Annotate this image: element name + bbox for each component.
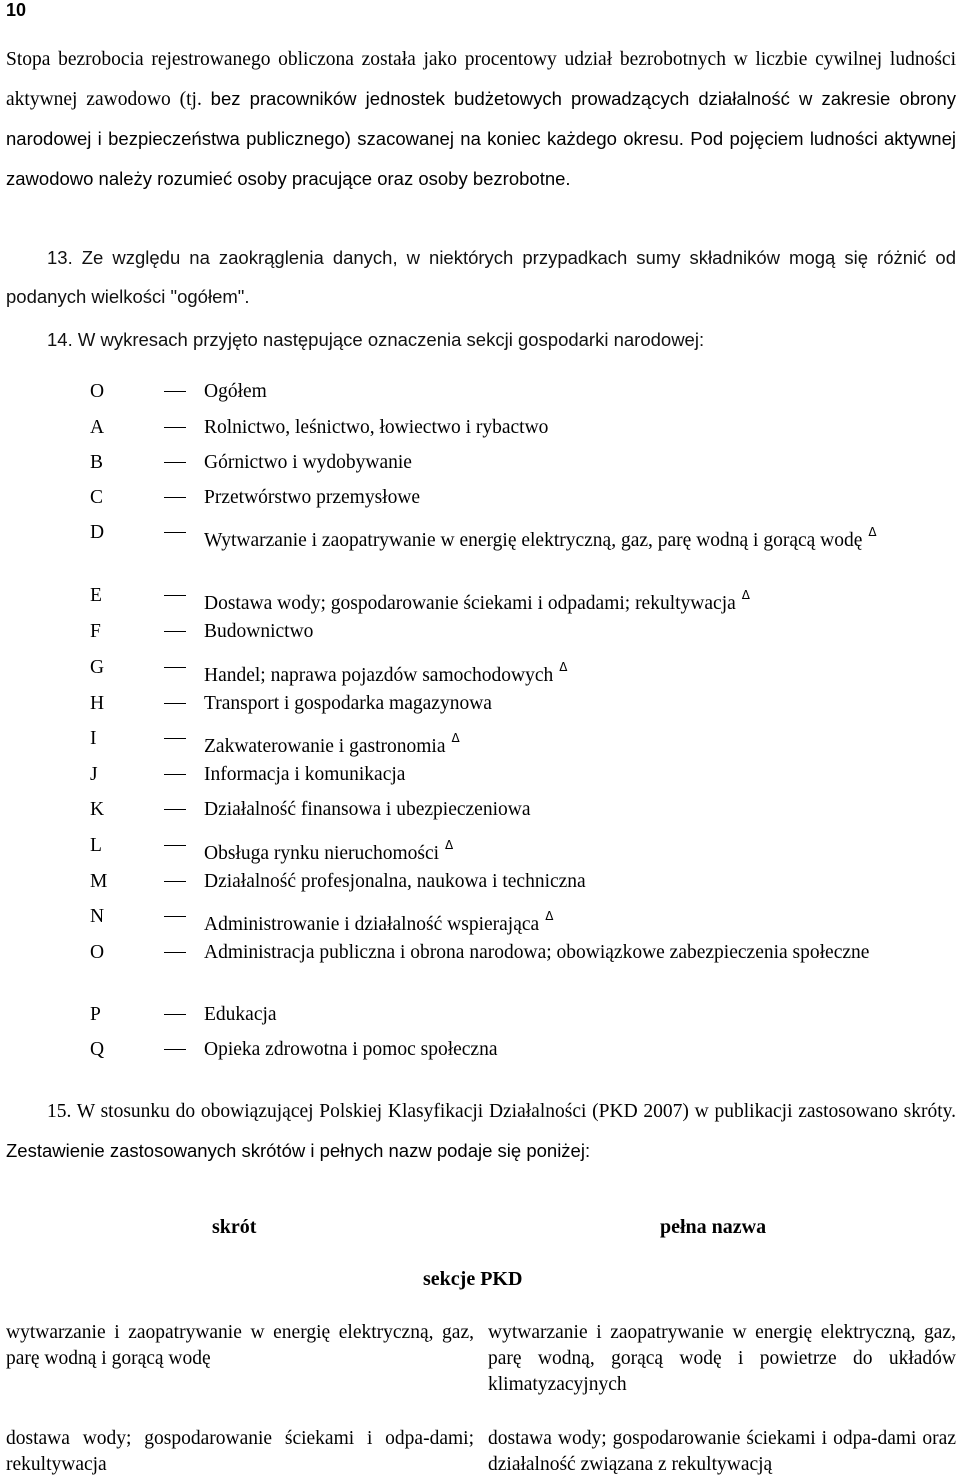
dash [164, 532, 186, 533]
section-name-text: Obsługa rynku nieruchomości [204, 843, 440, 864]
table-group-label: sekcje PKD [423, 1268, 523, 1290]
section-code: O [90, 381, 105, 402]
section-code: M [90, 871, 108, 892]
dash [164, 631, 186, 632]
section-name: Ogółem [204, 381, 267, 402]
paragraph-15-serif: 15. W stosunku do obowiązującej Polskiej Klasyfikacji Działalności (PKD 2007) w publikacji zastosowano skróty. [47, 1101, 956, 1122]
section-code: H [90, 693, 105, 714]
section-row [0, 414, 960, 449]
section-row [0, 582, 960, 618]
paragraph-15 [6, 1092, 956, 1171]
section-name: Budownictwo [204, 621, 314, 642]
section-row [0, 449, 960, 484]
dash [164, 738, 186, 739]
section-code: L [90, 835, 102, 856]
table-cell-full: wytwarzanie i zaopatrywanie w energię elektryczną, gaz, parę wodną, gorącą wodę i powietrze do układów klimatyzacyjnych [488, 1322, 956, 1395]
section-row [0, 519, 960, 582]
delta-icon: Δ [445, 838, 454, 852]
section-row [0, 690, 960, 725]
section-code: F [90, 621, 101, 642]
section-name: Informacja i komunikacja [204, 764, 406, 785]
dash [164, 497, 186, 498]
paragraph-15-sans: Zestawienie zastosowanych skrótów i pełnych nazw podaje się poniżej: [6, 1140, 591, 1161]
paragraph-12-serif: Stopa bezrobocia rejestrowanego obliczona została jako procentowy udział bezrobotnych w liczbie cywilnej ludności aktywnej zawodowo (tj. [6, 49, 956, 110]
section-name: Górnictwo i wydobywanie [204, 452, 412, 473]
section-code: I [90, 728, 97, 749]
section-row [0, 868, 960, 903]
section-name [204, 903, 948, 939]
dash [164, 881, 186, 882]
section-name: Działalność profesjonalna, naukowa i techniczna [204, 871, 586, 892]
section-row [0, 1036, 960, 1071]
section-code: E [90, 585, 102, 606]
section-code: D [90, 522, 105, 543]
section-row [0, 832, 960, 868]
section-code: P [90, 1004, 101, 1025]
section-row [0, 378, 960, 414]
dash [164, 952, 186, 953]
dash [164, 1014, 186, 1015]
delta-icon: Δ [868, 525, 877, 539]
section-name: Administracja publiczna i obrona narodowa; obowiązkowe zabezpieczenia społeczne [204, 942, 870, 963]
section-name-text: Handel; naprawa pojazdów samochodowych [204, 665, 554, 686]
dash [164, 462, 186, 463]
dash [164, 391, 186, 392]
table-header-short: skrót [212, 1216, 257, 1238]
dash [164, 845, 186, 846]
section-name: Przetwórstwo przemysłowe [204, 487, 421, 508]
section-row [0, 761, 960, 796]
delta-icon: Δ [545, 909, 554, 923]
section-name [204, 582, 948, 618]
dash [164, 667, 186, 668]
section-code: N [90, 906, 105, 927]
table-header-full: pełna nazwa [660, 1216, 767, 1238]
section-name-text: Wytwarzanie i zaopatrywanie w energię elektryczną, gaz, parę wodną i gorącą wodę [204, 530, 863, 551]
page-number: 10 [6, 0, 27, 20]
section-code: Q [90, 1039, 105, 1060]
table-cell-short: wytwarzanie i zaopatrywanie w energię elektryczną, gaz, parę wodną i gorącą wodę [6, 1322, 474, 1369]
section-name-text: Dostawa wody; gospodarowanie ściekami i odpadami; rekultywacja [204, 593, 736, 614]
paragraph-12-sans: bez pracowników jednostek budżetowych prowadzących działalność w zakresie obrony narodowej i bezpieczeństwa publicznego) szacowanej na koniec każdego okresu. Pod pojęciem ludności aktywnej zawodowo należy rozumieć osoby pracujące oraz osoby bezrobotne. [6, 88, 956, 189]
section-code: G [90, 657, 105, 678]
section-row [0, 796, 960, 832]
delta-icon: Δ [451, 731, 460, 745]
table-cell-short: dostawa wody; gospodarowanie ściekami i odpa-dami; rekultywacja [6, 1428, 474, 1475]
section-code: O [90, 942, 105, 963]
section-name: Działalność finansowa i ubezpieczeniowa [204, 799, 531, 820]
section-row [0, 654, 960, 690]
section-name: Rolnictwo, leśnictwo, łowiectwo i rybactwo [204, 417, 549, 438]
dash [164, 427, 186, 428]
section-name [204, 725, 948, 761]
dash [164, 1049, 186, 1050]
paragraph-13: 13. Ze względu na zaokrąglenia danych, w niektórych przypadkach sumy składników mogą się różnić od podanych wielkości "ogółem". [6, 247, 956, 307]
section-legend-list [0, 378, 960, 1071]
dash [164, 595, 186, 596]
section-code: B [90, 452, 104, 473]
section-row [0, 939, 960, 1001]
paragraph-12 [6, 40, 956, 199]
section-name: Transport i gospodarka magazynowa [204, 693, 492, 714]
section-code: K [90, 799, 105, 820]
section-code: C [90, 487, 104, 508]
table-cell-full: dostawa wody; gospodarowanie ściekami i odpa-dami oraz działalność związana z rekultywacją [488, 1428, 956, 1475]
dash [164, 774, 186, 775]
section-name [204, 519, 948, 582]
delta-icon: Δ [741, 588, 750, 602]
section-name: Opieka zdrowotna i pomoc społeczna [204, 1039, 498, 1060]
section-name [204, 832, 948, 868]
section-name-text: Zakwaterowanie i gastronomia [204, 736, 446, 757]
section-code: J [90, 764, 98, 785]
section-name: Edukacja [204, 1004, 277, 1025]
section-row [0, 484, 960, 519]
paragraph-14: 14. W wykresach przyjęto następujące oznaczenia sekcji gospodarki narodowej: [47, 329, 705, 350]
delta-icon: Δ [559, 660, 568, 674]
section-name [204, 654, 948, 690]
dash [164, 809, 186, 810]
dash [164, 703, 186, 704]
section-row [0, 1001, 960, 1036]
section-row [0, 618, 960, 654]
dash [164, 916, 186, 917]
section-name-text: Administrowanie i działalność wspierająca [204, 914, 540, 935]
section-code: A [90, 417, 105, 438]
section-row [0, 903, 960, 939]
section-row [0, 725, 960, 761]
